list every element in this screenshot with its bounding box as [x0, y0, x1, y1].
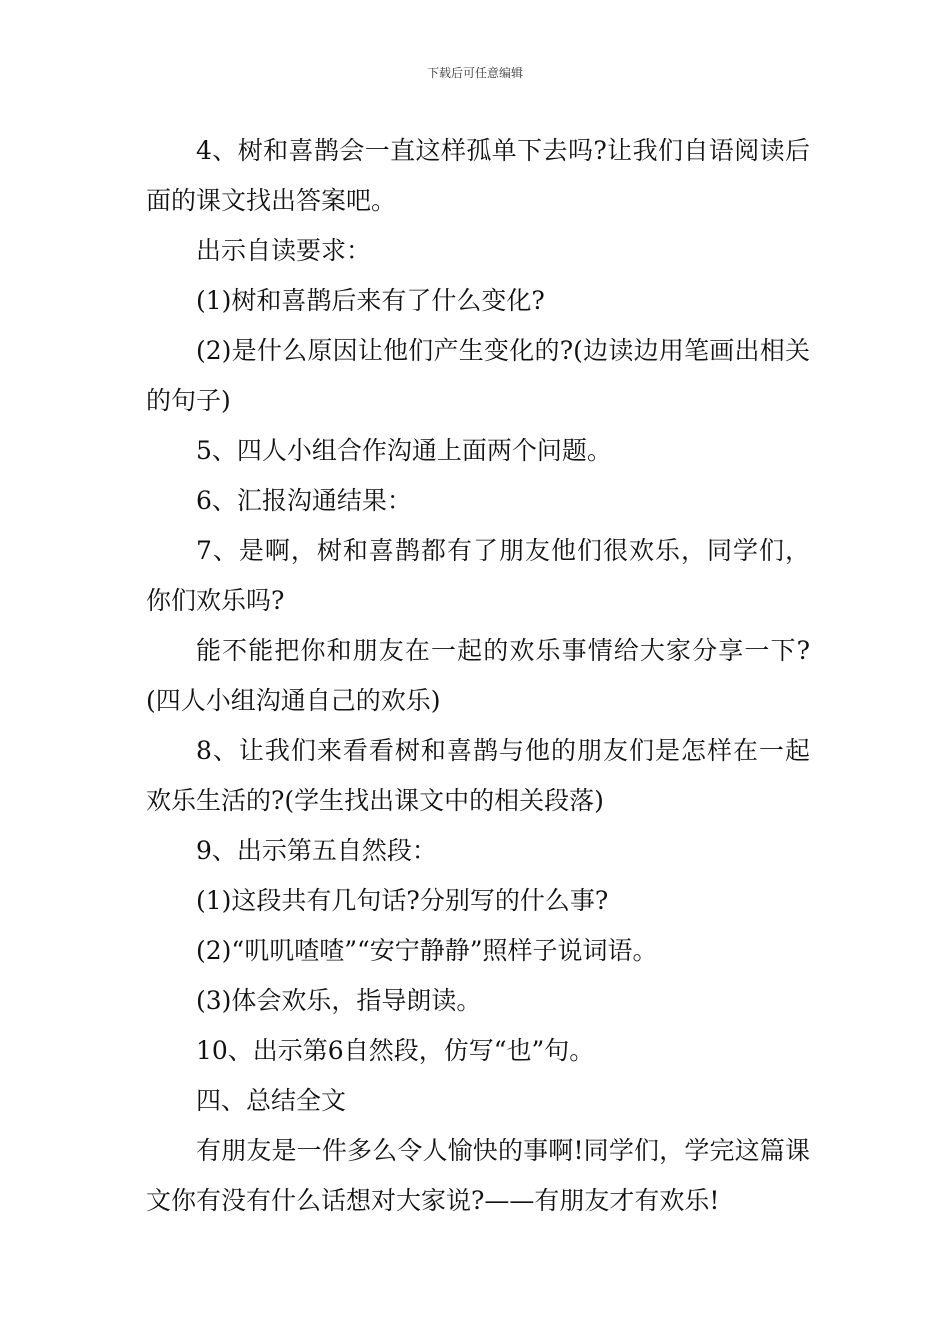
- paragraph-sub-3: (3)体会欢乐，指导朗读。: [196, 986, 482, 1015]
- paragraph-conclusion: 有朋友是一件多么令人愉快的事啊!同学们，学完这篇课文你有没有什么话想对大家说?——有朋友才有欢乐!: [146, 1136, 810, 1215]
- paragraph-share-joy: 能不能把你和朋友在一起的欢乐事情给大家分享一下?(四人小组沟通自己的欢乐): [146, 636, 810, 715]
- paragraph-step-8: 8、让我们来看看树和喜鹊与他的朋友们是怎样在一起欢乐生活的?(学生找出课文中的相关段落): [146, 736, 810, 815]
- paragraph-step-7: 7、是啊，树和喜鹊都有了朋友他们很欢乐，同学们，你们欢乐吗?: [146, 536, 810, 615]
- paragraph-sub-2: (2)“叽叽喳喳”“安宁静静”照样子说词语。: [196, 936, 658, 965]
- paragraph-step-6: 6、汇报沟通结果：: [196, 486, 412, 515]
- paragraph-question-1: (1)树和喜鹊后来有了什么变化?: [196, 286, 545, 315]
- paragraph-step-9: 9、出示第五自然段：: [196, 836, 437, 865]
- section-heading-summary: 四、总结全文: [196, 1086, 347, 1115]
- paragraph-step-4: 4、树和喜鹊会一直这样孤单下去吗?让我们自语阅读后面的课文找出答案吧。: [146, 136, 810, 215]
- page-header: 下载后可任意编辑: [426, 66, 523, 80]
- paragraph-sub-1: (1)这段共有几句话?分别写的什么事?: [196, 886, 609, 915]
- paragraph-question-2: (2)是什么原因让他们产生变化的?(边读边用笔画出相关的句子): [146, 336, 810, 415]
- paragraph-step-5: 5、四人小组合作沟通上面两个问题。: [196, 436, 612, 465]
- document-body: [146, 126, 810, 1226]
- paragraph-step-10: 10、出示第6自然段，仿写“也”句。: [196, 1036, 595, 1065]
- paragraph-reading-requirements: 出示自读要求：: [196, 236, 372, 265]
